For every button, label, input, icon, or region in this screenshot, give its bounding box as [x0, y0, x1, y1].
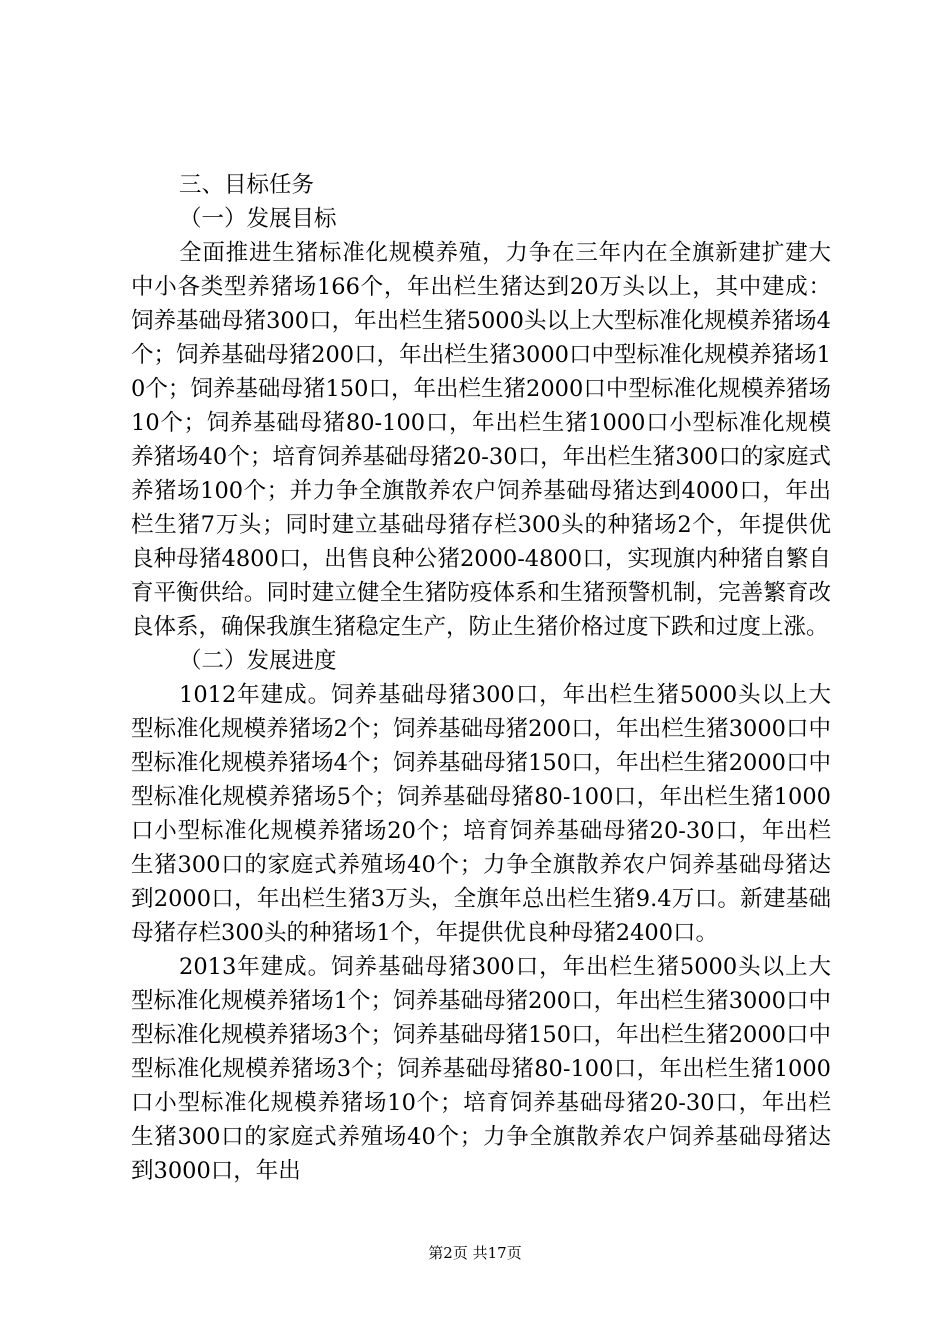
paragraph-goals: 全面推进生猪标准化规模养殖，力争在三年内在全旗新建扩建大中小各类型养猪场166个，年出栏生猪达到20万头以上，其中建成：饲养基础母猪300口，年出栏生猪5000头以上大型标准化规模养猪场4个；饲养基础母猪200口，年出栏生猪3000口中型标准化规模养猪场10个；饲养基础母猪150口，年出栏生猪2000口中型标准化规模养猪场10个；饲养基础母猪80-100口，年出栏生猪1000口小型标准化规模养猪场40个；培育饲养基础母猪20-30口，年出栏生猪300口的家庭式养猪场100个；并力争全旗散养农户饲养基础母猪达到4000口，年出栏生猪7万头；同时建立基础母猪存栏300头的种猪场2个，年提供优良种母猪4800口，出售良种公猪2000-4800口，实现旗内种猪自繁自育平衡供给。同时建立健全生猪防疫体系和生猪预警机制，完善繁育改良体系，确保我旗生猪稳定生产，防止生猪价格过度下跌和过度上涨。 [131, 240, 831, 640]
document-body [131, 168, 831, 1188]
paragraph-progress-2013: 2013年建成。饲养基础母猪300口，年出栏生猪5000头以上大型标准化规模养猪场1个；饲养基础母猪200口，年出栏生猪3000口中型标准化规模养猪场3个；饲养基础母猪150口，年出栏生猪2000口中型标准化规模养猪场3个；饲养基础母猪80-100口，年出栏生猪1000口小型标准化规模养猪场10个；培育饲养基础母猪20-30口，年出栏生猪300口的家庭式养殖场40个；力争全旗散养农户饲养基础母猪达到3000口，年出 [131, 954, 831, 1184]
subheading-development-progress: （二）发展进度 [179, 648, 337, 674]
page-number-footer: 第2页 共17页 [428, 1244, 522, 1262]
subheading-development-goals: （一）发展目标 [179, 206, 337, 232]
section-heading: 三、目标任务 [179, 172, 315, 198]
paragraph-progress-2012: 1012年建成。饲养基础母猪300口，年出栏生猪5000头以上大型标准化规模养猪场2个；饲养基础母猪200口，年出栏生猪3000口中型标准化规模养猪场4个；饲养基础母猪150口，年出栏生猪2000口中型标准化规模养猪场5个；饲养基础母猪80-100口，年出栏生猪1000口小型标准化规模养猪场20个；培育饲养基础母猪20-30口，年出栏生猪300口的家庭式养殖场40个；力争全旗散养农户饲养基础母猪达到2000口，年出栏生猪3万头，全旗年总出栏生猪9.4万口。新建基础母猪存栏300头的种猪场1个，年提供优良种母猪2400口。 [131, 682, 831, 946]
